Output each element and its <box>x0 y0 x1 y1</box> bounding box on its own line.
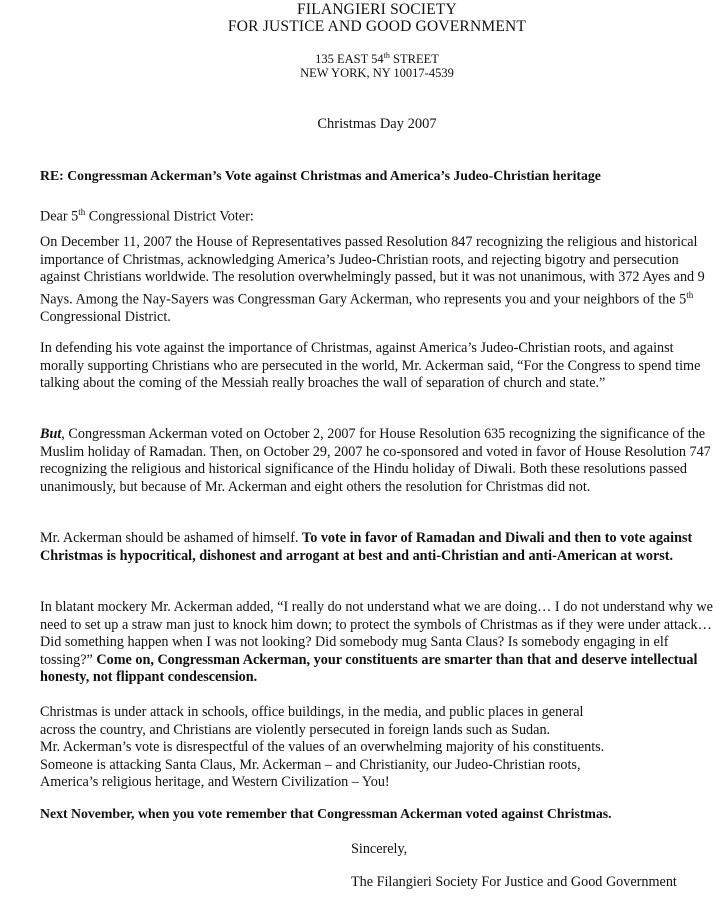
closing: Sincerely, <box>351 841 408 857</box>
paragraph-resolution-847: On December 11, 2007 the House of Representatives passed Resolution 847 recognizing the religious and historical importance of Christmas, acknowledging America’s Judeo-Christian roots, and rejecting bigotry and persecution against Christians worldwide. The resolution overwhelmingly passed, but it was not unanimous, with 372 Ayes and 9 Nays. Among the Nay-Sayers was Congressman Gary Ackerman, who represents you and your neighbors of the 5th Congressional District. <box>40 234 705 325</box>
paragraph-defending-vote: In defending his vote against the importance of Christmas, against America’s Judeo-Christian roots, and against morally supporting Christians who are persecuted in the world, Mr. Ackerman said, “For the Congress to spend time talking about the coming of the Messiah really broaches the wall of separation of church and state.” <box>40 340 701 391</box>
address-city: NEW YORK, NY 10017-4539 <box>300 66 454 80</box>
paragraph-under-attack: Christmas is under attack in schools, office buildings, in the media, and public places in general across the country, and Christians are violently persecuted in foreign lands such as Sudan. Mr. Ackerman’s vote is disrespectful of the values of an overwhelming majority of his constituents. Someone is attacking Santa Claus, Mr. Ackerman – and Christianity, our Judeo-Christian roots, America’s religious heritage, and Western Civilization – You! <box>40 704 605 790</box>
paragraph-ashamed: Mr. Ackerman should be ashamed of himself. To vote in favor of Ramadan and Diwali and then to vote against Christmas is hypocritical, dishonest and arrogant at best and anti-Christian and anti-American at worst. <box>40 530 693 564</box>
subject-line: RE: Congressman Ackerman’s Vote against Christmas and America’s Judeo-Christian heritage <box>40 168 601 183</box>
org-name-line1: FILANGIERI SOCIETY <box>297 1 457 18</box>
paragraph-ramadan-diwali: But, Congressman Ackerman voted on October 2, 2007 for House Resolution 635 recognizing the significance of the Muslim holiday of Ramadan. Then, on October 29, 2007 he co-sponsored and voted in favor of House Resolution 747 recognizing the religious and historical significance of the Hindu holiday of Diwali. Both these resolutions passed unanimously, but because of Mr. Ackerman and eight others the resolution for Christmas did not. <box>40 426 711 495</box>
letter-date: Christmas Day 2007 <box>317 116 437 132</box>
paragraph-mockery: In blatant mockery Mr. Ackerman added, “I really do not understand what we are doing… I do not understand why we need to set up a straw man just to knock him down; to protect the symbols of Christmas as if they were under attack…Did something happen when I was not looking? Did somebody mug Santa Claus? Is somebody engaging in elf tossing?” Come on, Congressman Ackerman, your constituents are smarter than that and deserve intellectual honesty, not flippant condescension. <box>40 599 713 685</box>
address-street: 135 EAST 54th STREET <box>315 51 439 67</box>
signature: The Filangieri Society For Justice and Good Government <box>351 874 677 890</box>
org-name-line2: FOR JUSTICE AND GOOD GOVERNMENT <box>227 18 527 35</box>
salutation: Dear 5th Congressional District Voter: <box>40 207 254 225</box>
paragraph-next-november: Next November, when you vote remember that Congressman Ackerman voted against Christmas. <box>40 806 612 821</box>
